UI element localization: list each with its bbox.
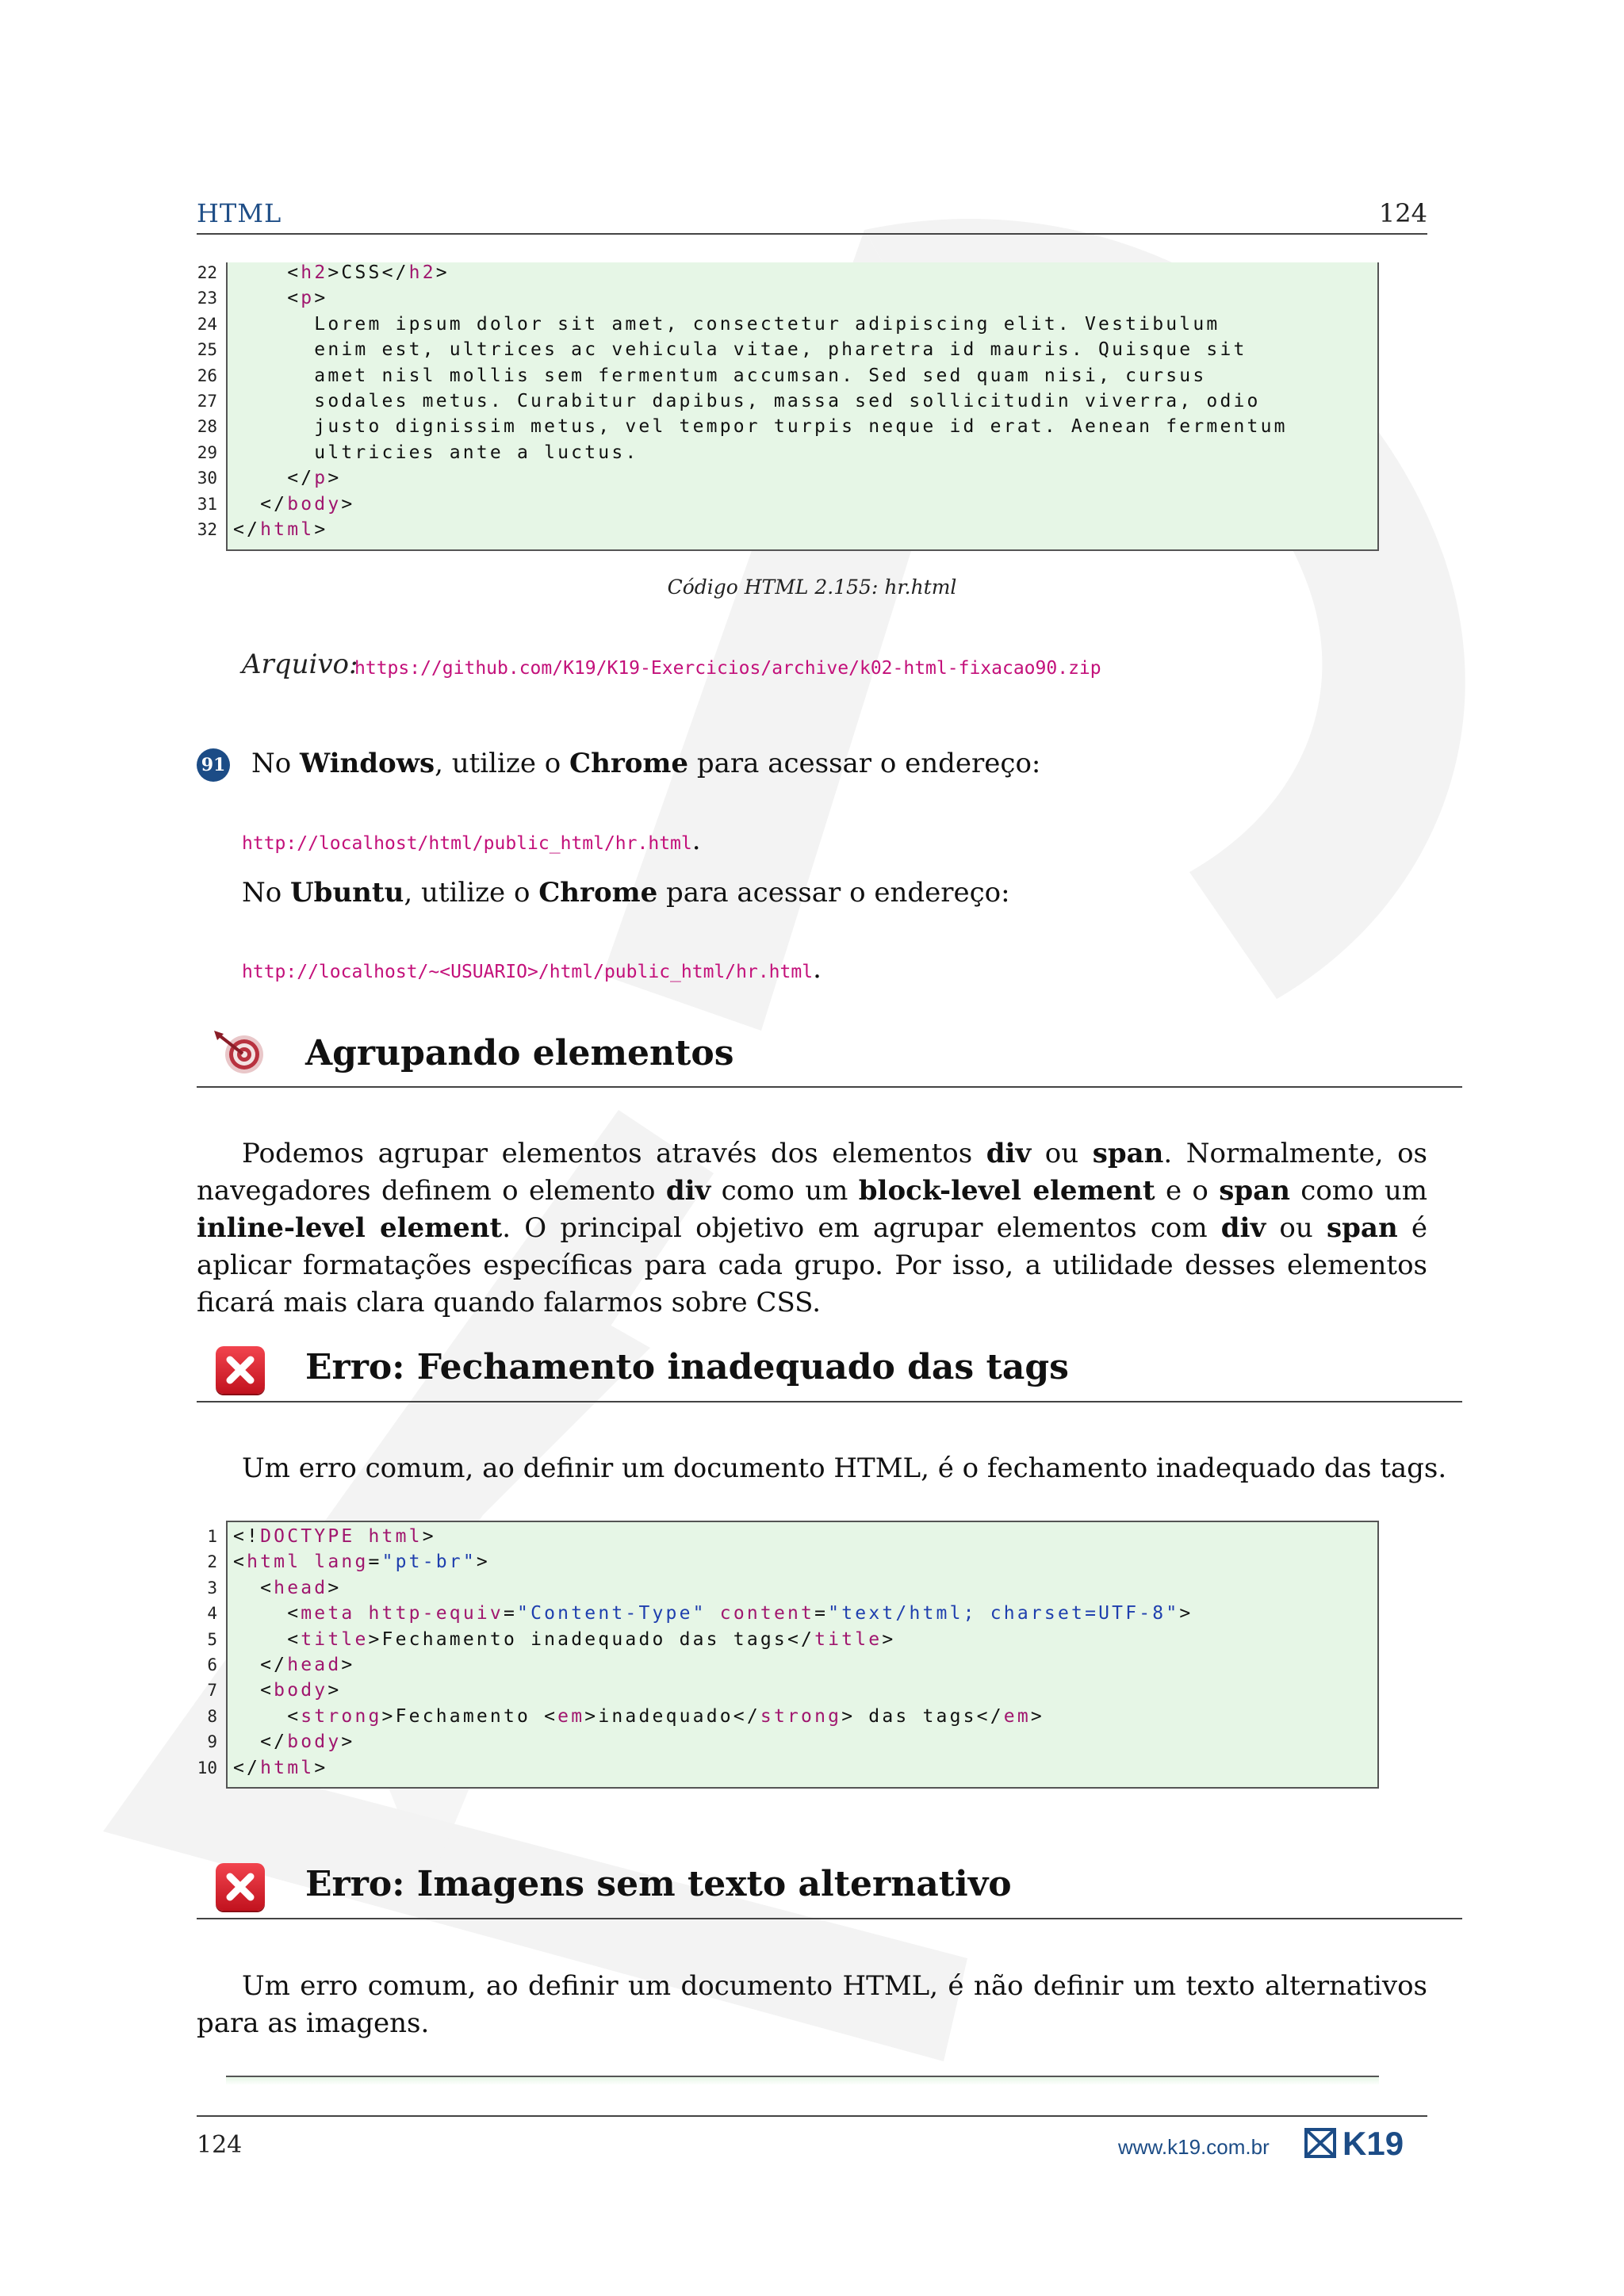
- windows-url-link[interactable]: http://localhost/html/public_html/hr.html: [242, 833, 692, 854]
- code-line: <h2>CSS</h2>: [287, 262, 450, 283]
- code-line: <title>Fechamento inadequado das tags</title>: [233, 1628, 896, 1650]
- windows-instruction: No Windows, utilize o Chrome para acessar o endereço:: [251, 748, 1041, 779]
- next-code-block-top: [226, 2076, 1379, 2085]
- error-x-icon: [216, 1863, 265, 1911]
- code-line: </body>: [233, 493, 355, 515]
- ubuntu-url-link[interactable]: http://localhost/~<USUARIO>/html/public_html/hr.html: [242, 962, 814, 982]
- line-number: 28: [197, 417, 217, 437]
- code-line: ultricies ante a luctus.: [233, 442, 639, 463]
- arquivo-link[interactable]: https://github.com/K19/K19-Exercicios/archive/k02-html-fixacao90.zip: [354, 658, 1101, 679]
- footer-website-link[interactable]: www.k19.com.br: [1118, 2135, 1270, 2159]
- code-line: <meta http-equiv="Content-Type" content="text/html; charset=UTF-8">: [233, 1603, 1193, 1624]
- running-header-title: HTML: [197, 198, 282, 228]
- code-line: </head>: [233, 1655, 355, 1675]
- k19-logo-icon: [1304, 2125, 1431, 2163]
- exercise-number-badge: 91: [197, 748, 230, 782]
- line-number: 10: [197, 1758, 217, 1777]
- code-line: amet nisl mollis sem fermentum accumsan. Sed sed quam nisi, cursus: [233, 365, 1207, 386]
- code-line: </body>: [233, 1732, 355, 1753]
- section-title-erro-fechamento: Erro: Fechamento inadequado das tags: [305, 1347, 1069, 1387]
- code-line: <!DOCTYPE html>: [233, 1526, 436, 1547]
- code-line: <strong>Fechamento <em>inadequado</strong> das tags</em>: [233, 1705, 1044, 1727]
- line-number: 2: [207, 1552, 217, 1572]
- code-line: <body>: [233, 1680, 342, 1701]
- line-number: 31: [197, 494, 217, 514]
- code-line: sodales metus. Curabitur dapibus, massa sed sollicitudin viverra, odio: [233, 391, 1261, 411]
- section-rule-erro-fechamento: [197, 1401, 1462, 1402]
- code-line: justo dignissim metus, vel tempor turpis neque id erat. Aenean fermentum: [233, 416, 1288, 438]
- code-line: <p>: [233, 288, 328, 309]
- code-line: Lorem ipsum dolor sit amet, consectetur adipiscing elit. Vestibulum: [233, 313, 1220, 335]
- code-line: <head>: [233, 1577, 342, 1598]
- agrupando-paragraph: Podemos agrupar elementos através dos elementos div ou span. Normalmente, os navegadores definem o elemento div como um block-level element e o span como um inline-level element. O principal objetivo em agrupar elementos com div ou span é aplicar formatações específicas para cada grupo. Por isso, a utilidade desses elementos ficará mais clara quando falarmos sobre CSS.: [197, 1138, 1428, 1318]
- line-number: 27: [197, 392, 217, 411]
- code-line: enim est, ultrices ac vehicula vitae, pharetra id mauris. Quisque sit: [233, 339, 1247, 361]
- erro-imagens-paragraph: Um erro comum, ao definir um documento HTML, é não definir um texto alternativos para as imagens.: [197, 1970, 1427, 2039]
- line-number: 29: [197, 442, 217, 462]
- arquivo-label: Arquivo:: [242, 649, 358, 680]
- section-rule-agrupando: [197, 1086, 1462, 1088]
- code-caption: Código HTML 2.155: hr.html: [667, 576, 957, 599]
- section-title-erro-imagens: Erro: Imagens sem texto alternativo: [305, 1864, 1012, 1904]
- error-x-icon: [216, 1346, 265, 1394]
- footer-rule: [197, 2115, 1427, 2117]
- line-number: 23: [197, 289, 217, 308]
- line-number: 1: [207, 1527, 217, 1546]
- line-number: 32: [197, 520, 217, 539]
- line-number: 30: [197, 469, 217, 488]
- line-number: 22: [197, 263, 217, 282]
- line-number: 6: [207, 1655, 217, 1674]
- line-number: 3: [207, 1578, 217, 1598]
- footer-page-number: 124: [197, 2131, 243, 2159]
- section-rule-erro-imagens: [197, 1918, 1462, 1919]
- ubuntu-url-line: http://localhost/~<USUARIO>/html/public_html/hr.html.: [242, 953, 822, 985]
- code-line: </html>: [233, 1757, 328, 1778]
- windows-url-line: http://localhost/html/public_html/hr.html.: [242, 825, 701, 856]
- line-number: 9: [207, 1732, 217, 1752]
- code-line: </p>: [233, 468, 342, 489]
- ubuntu-instruction: No Ubuntu, utilize o Chrome para acessar o endereço:: [242, 877, 1010, 909]
- code-line: <html lang="pt-br">: [233, 1552, 490, 1573]
- header-rule: [197, 233, 1427, 235]
- line-number: 25: [197, 340, 217, 360]
- logo-text: K19: [1342, 2125, 1404, 2160]
- line-number: 26: [197, 365, 217, 385]
- line-number: 24: [197, 314, 217, 334]
- target-icon: [213, 1029, 268, 1077]
- code-line: </html>: [233, 519, 328, 540]
- section-title-agrupando: Agrupando elementos: [305, 1033, 734, 1073]
- line-number: 7: [207, 1681, 217, 1701]
- erro-fechamento-paragraph: Um erro comum, ao definir um documento HTML, é o fechamento inadequado das tags.: [242, 1452, 1447, 1484]
- line-number: 5: [207, 1629, 217, 1649]
- running-header-page: 124: [1378, 198, 1427, 228]
- line-number: 4: [207, 1604, 217, 1624]
- line-number: 8: [207, 1706, 217, 1726]
